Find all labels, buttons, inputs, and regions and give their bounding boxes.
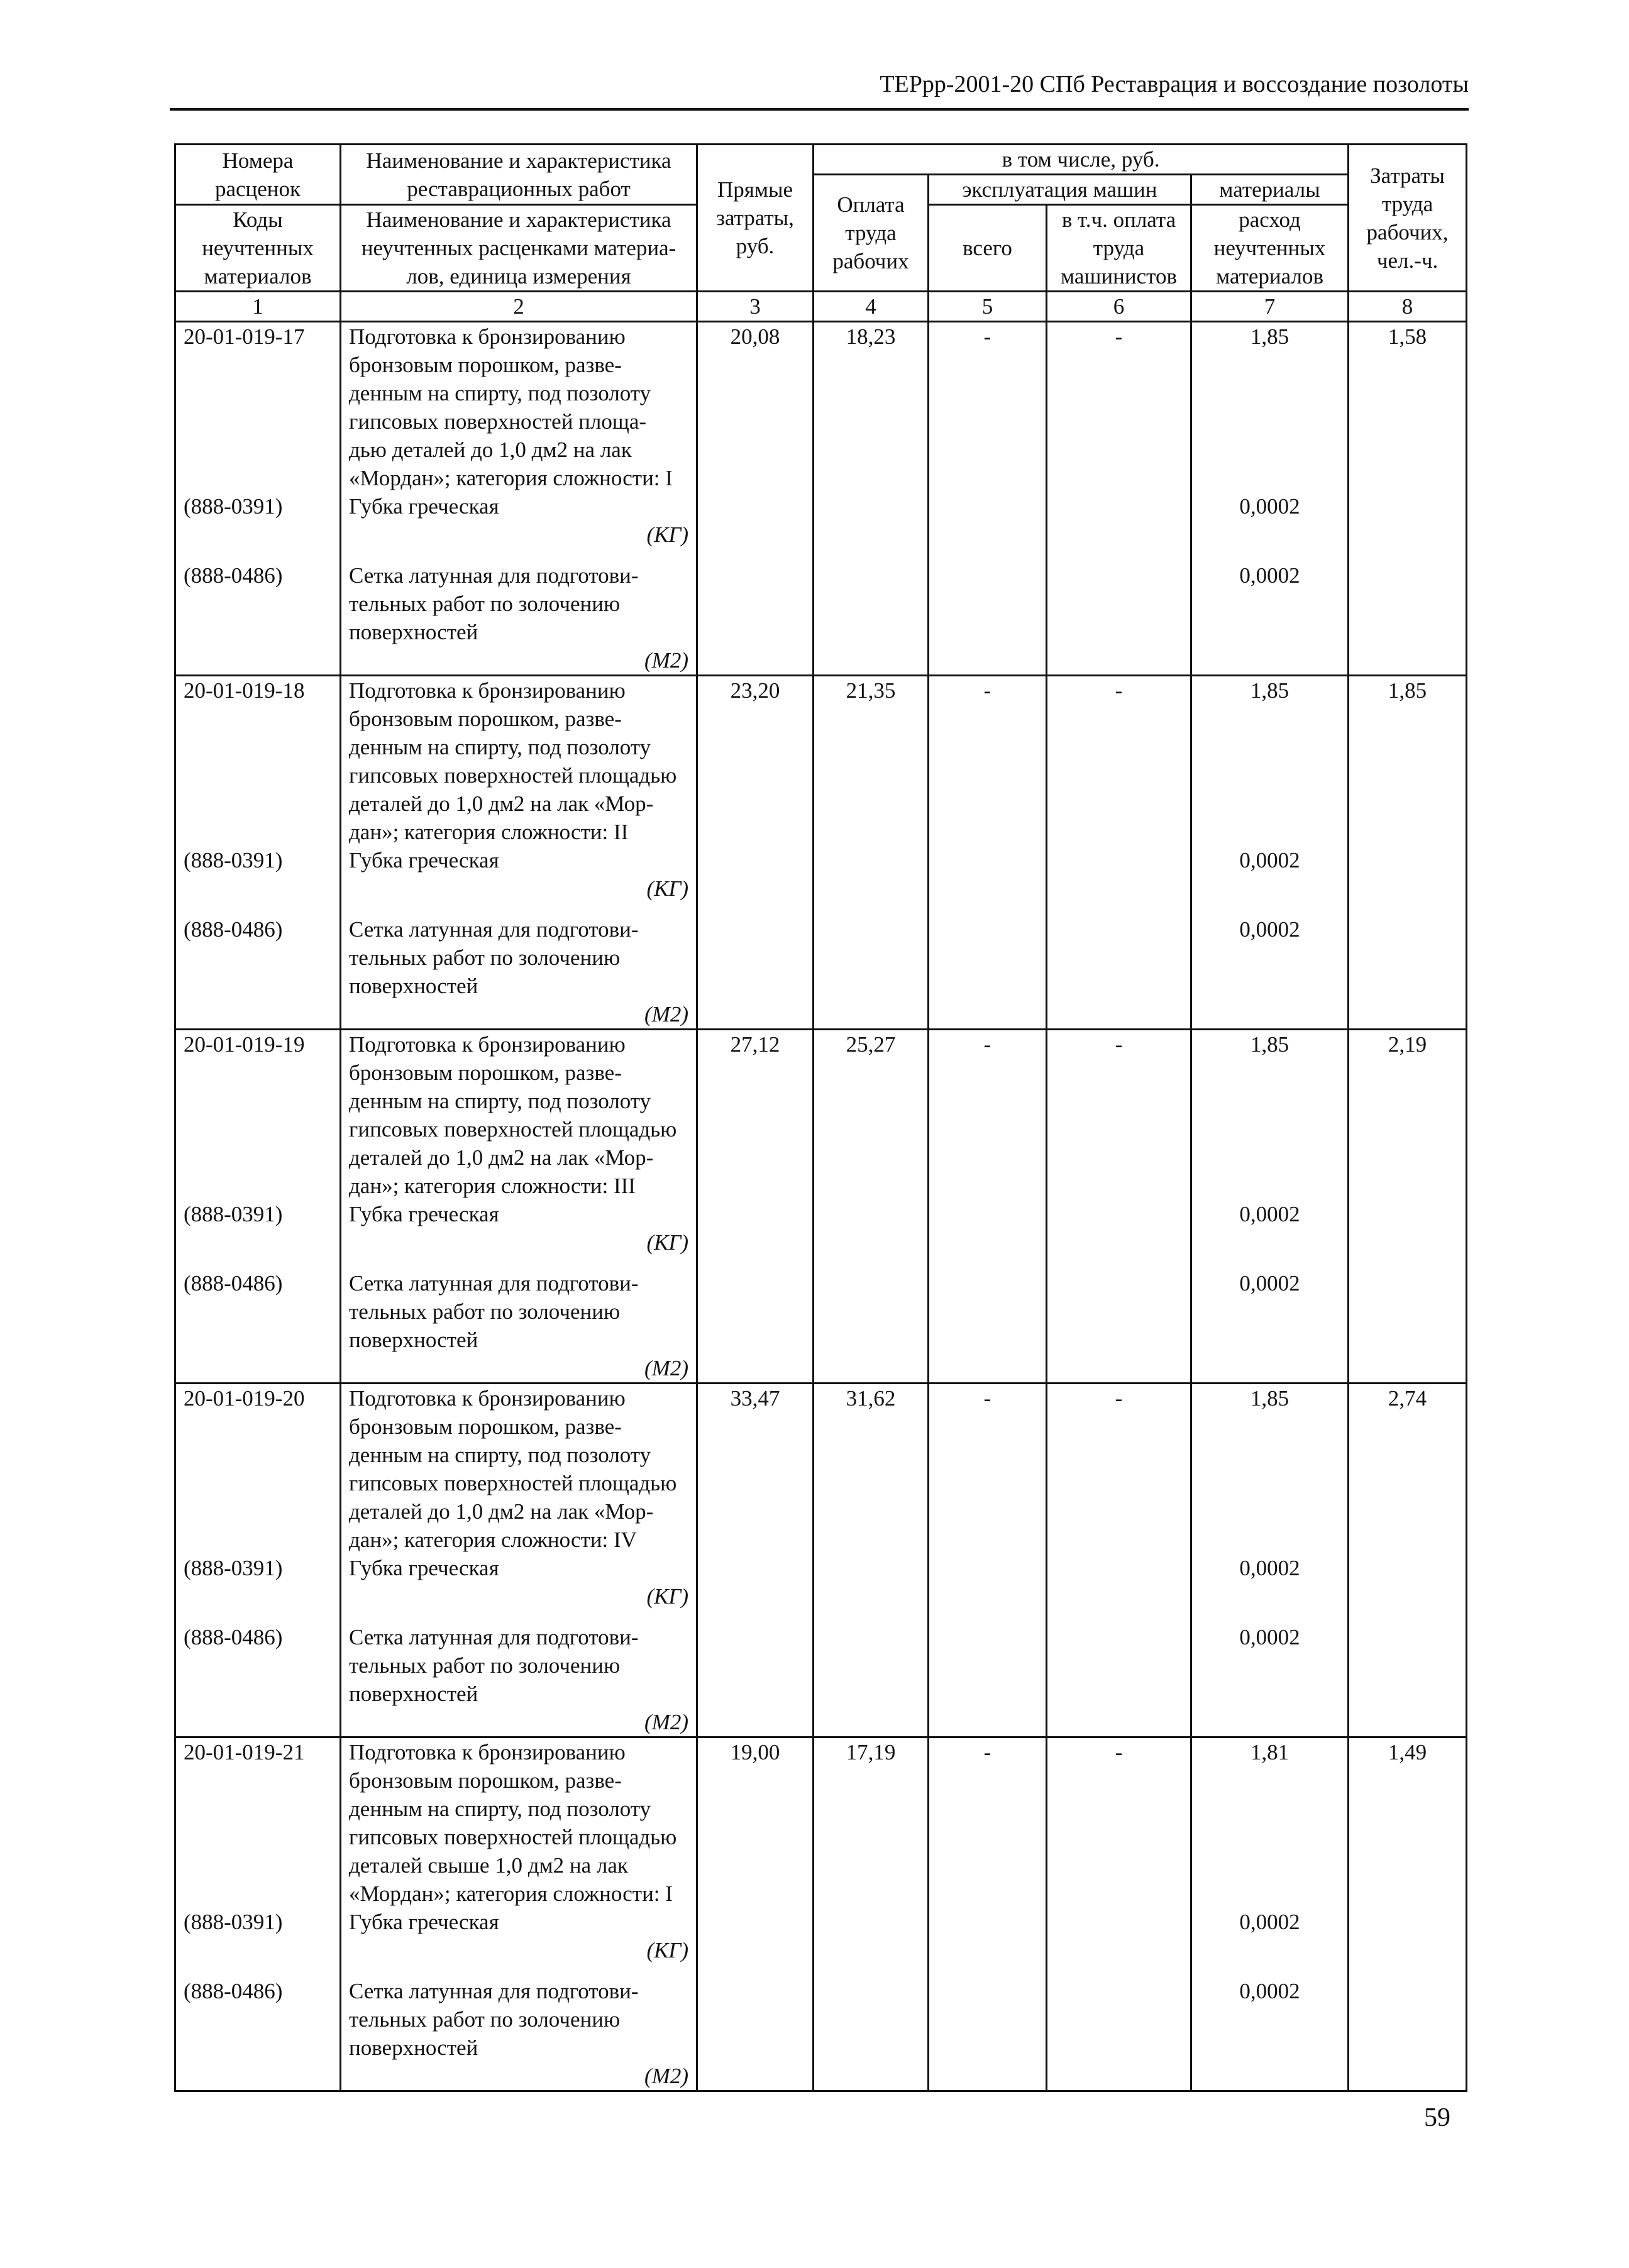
rate-row bbox=[175, 322, 1467, 676]
material-unit: (М2) bbox=[644, 1710, 688, 1734]
header-including: в том числе, руб. bbox=[814, 145, 1349, 175]
material-name: Губка греческая bbox=[349, 1556, 499, 1580]
rate-code-cell: 20-01-019-21 (888-0391) (888-0486) bbox=[175, 1737, 341, 2091]
material-name: Губка греческая bbox=[349, 1202, 499, 1226]
column-number: 2 bbox=[341, 292, 697, 322]
column-number: 7 bbox=[1191, 292, 1349, 322]
column-number: 4 bbox=[814, 292, 929, 322]
rate-description-cell: Подготовка к бронзированию бронзовым порошком, разве- денным на спирту, под позолоту гипсовых поверхностей площадью деталей свыше 1,0 дм2 на лак «Мордан»; категория сложности: I Губка греческая (КГ) Сетка латунная для подготови- тельных работ по золочению поверхностей (М2) bbox=[341, 1737, 697, 2091]
document-title: ТЕРрр-2001-20 СПб Реставрация и воссоздание позолоты bbox=[880, 71, 1469, 97]
machines-total-cell: - bbox=[929, 1030, 1047, 1384]
header-material-codes: Коды неучтенных материалов bbox=[175, 205, 341, 292]
header-materials: материалы bbox=[1191, 175, 1349, 205]
rate-code-cell: 20-01-019-20 (888-0391) (888-0486) bbox=[175, 1384, 341, 1737]
materials-cell: 1,85 0,0002 0,0002 bbox=[1191, 1384, 1349, 1737]
rate-code-cell: 20-01-019-18 (888-0391) (888-0486) bbox=[175, 676, 341, 1030]
worker-pay-cell: 25,27 bbox=[814, 1030, 929, 1384]
column-number: 1 bbox=[175, 292, 341, 322]
material-quantity: 0,0002 bbox=[1239, 1202, 1300, 1226]
material-unit: (КГ) bbox=[646, 522, 688, 547]
machines-total-cell: - bbox=[929, 322, 1047, 676]
material-name: Губка греческая bbox=[349, 494, 499, 519]
materials-cell: 1,85 0,0002 0,0002 bbox=[1191, 322, 1349, 676]
page-header bbox=[170, 70, 1469, 108]
material-code: (888-0486) bbox=[184, 917, 283, 942]
rate-description-cell: Подготовка к бронзированию бронзовым порошком, разве- денным на спирту, под позолоту гипсовых поверхностей площадью деталей до 1,0 дм2 на лак «Мор- дан»; категория сложности: IV Губка греческая (КГ) Сетка латунная для подготови- тельных работ по золочению поверхностей (М2) bbox=[341, 1384, 697, 1737]
rate-code-cell: 20-01-019-19 (888-0391) (888-0486) bbox=[175, 1030, 341, 1384]
rate-description-cell: Подготовка к бронзированию бронзовым порошком, разве- денным на спирту, под позолоту гипсовых поверхностей площадью деталей до 1,0 дм2 на лак «Мор- дан»; категория сложности: III Губка греческая (КГ) Сетка латунная для подготови- тельных работ по золочению поверхностей (М2) bbox=[341, 1030, 697, 1384]
labor-hours-cell: 1,49 bbox=[1349, 1737, 1467, 2091]
table-header bbox=[175, 145, 1467, 322]
materials-cell: 1,85 0,0002 0,0002 bbox=[1191, 676, 1349, 1030]
rate-description-cell: Подготовка к бронзированию бронзовым порошком, разве- денным на спирту, под позолоту гипсовых поверхностей площадью деталей до 1,0 дм2 на лак «Мор- дан»; категория сложности: II Губка греческая (КГ) Сетка латунная для подготови- тельных работ по золочению поверхностей (М2) bbox=[341, 676, 697, 1030]
worker-pay-cell: 21,35 bbox=[814, 676, 929, 1030]
column-number: 3 bbox=[697, 292, 814, 322]
material-code: (888-0391) bbox=[184, 494, 283, 519]
material-name: Губка греческая bbox=[349, 1910, 499, 1934]
material-unit: (М2) bbox=[644, 2064, 688, 2088]
header-direct-costs: Прямые затраты, руб. bbox=[697, 145, 814, 292]
material-unit: (КГ) bbox=[646, 876, 688, 901]
labor-hours-cell: 2,19 bbox=[1349, 1030, 1467, 1384]
machines-total-cell: - bbox=[929, 1384, 1047, 1737]
worker-pay-cell: 18,23 bbox=[814, 322, 929, 676]
labor-hours-cell: 1,85 bbox=[1349, 676, 1467, 1030]
direct-costs-cell: 20,08 bbox=[697, 322, 814, 676]
material-unit: (КГ) bbox=[646, 1230, 688, 1255]
direct-costs-cell: 27,12 bbox=[697, 1030, 814, 1384]
material-code: (888-0486) bbox=[184, 1271, 283, 1296]
worker-pay-cell: 31,62 bbox=[814, 1384, 929, 1737]
header-machines-total: всего bbox=[929, 205, 1047, 292]
direct-costs-cell: 33,47 bbox=[697, 1384, 814, 1737]
material-code: (888-0486) bbox=[184, 1979, 283, 2003]
rate-row bbox=[175, 1737, 1467, 2091]
column-number: 8 bbox=[1349, 292, 1467, 322]
material-unit: (М2) bbox=[644, 1356, 688, 1380]
rate-description-cell: Подготовка к бронзированию бронзовым порошком, разве- денным на спирту, под позолоту гипсовых поверхностей площа- дью деталей до 1,0 дм2 на лак «Мордан»; категория сложности: I Губка греческая (КГ) Сетка латунная для подготови- тельных работ по золочению поверхностей (М2) bbox=[341, 322, 697, 676]
rate-row bbox=[175, 1384, 1467, 1737]
page-number: 59 bbox=[1424, 2103, 1450, 2132]
worker-pay-cell: 17,19 bbox=[814, 1737, 929, 2091]
material-quantity: 0,0002 bbox=[1239, 1271, 1300, 1296]
header-worker-pay: Оплата труда рабочих bbox=[814, 175, 929, 292]
material-quantity: 0,0002 bbox=[1239, 1979, 1300, 2003]
material-unit: (КГ) bbox=[646, 1938, 688, 1962]
rates-table bbox=[174, 143, 1467, 2092]
direct-costs-cell: 23,20 bbox=[697, 676, 814, 1030]
material-code: (888-0486) bbox=[184, 1625, 283, 1649]
machines-total-cell: - bbox=[929, 676, 1047, 1030]
operator-pay-cell: - bbox=[1047, 676, 1191, 1030]
material-quantity: 0,0002 bbox=[1239, 1625, 1300, 1649]
table-body bbox=[175, 322, 1467, 2091]
column-numbers-row bbox=[175, 292, 1467, 322]
direct-costs-cell: 19,00 bbox=[697, 1737, 814, 2091]
column-number: 5 bbox=[929, 292, 1047, 322]
material-quantity: 0,0002 bbox=[1239, 1910, 1300, 1934]
material-unit: (М2) bbox=[644, 648, 688, 673]
material-quantity: 0,0002 bbox=[1239, 917, 1300, 942]
operator-pay-cell: - bbox=[1047, 322, 1191, 676]
header-rate-numbers: Номера расценок bbox=[175, 145, 341, 205]
labor-hours-cell: 1,58 bbox=[1349, 322, 1467, 676]
material-quantity: 0,0002 bbox=[1239, 563, 1300, 588]
machines-total-cell: - bbox=[929, 1737, 1047, 2091]
material-unit: (М2) bbox=[644, 1002, 688, 1027]
materials-cell: 1,81 0,0002 0,0002 bbox=[1191, 1737, 1349, 2091]
header-operator-pay: в т.ч. оплата труда машинистов bbox=[1047, 205, 1191, 292]
rate-code-cell: 20-01-019-17 (888-0391) (888-0486) bbox=[175, 322, 341, 676]
header-labor-hours: Затраты труда рабочих, чел.-ч. bbox=[1349, 145, 1467, 292]
header-divider bbox=[170, 108, 1469, 111]
material-unit: (КГ) bbox=[646, 1584, 688, 1609]
material-quantity: 0,0002 bbox=[1239, 494, 1300, 519]
material-code: (888-0391) bbox=[184, 1202, 283, 1226]
rate-row bbox=[175, 676, 1467, 1030]
material-name: Губка греческая bbox=[349, 848, 499, 873]
header-material-names: Наименование и характеристика неучтенных расценками материа- лов, единица измерения bbox=[341, 205, 697, 292]
operator-pay-cell: - bbox=[1047, 1384, 1191, 1737]
material-code: (888-0486) bbox=[184, 563, 283, 588]
material-code: (888-0391) bbox=[184, 848, 283, 873]
operator-pay-cell: - bbox=[1047, 1737, 1191, 2091]
column-number: 6 bbox=[1047, 292, 1191, 322]
header-material-consumption: расход неучтенных материалов bbox=[1191, 205, 1349, 292]
header-work-name: Наименование и характеристика реставрационных работ bbox=[341, 145, 697, 205]
rate-row bbox=[175, 1030, 1467, 1384]
labor-hours-cell: 2,74 bbox=[1349, 1384, 1467, 1737]
material-quantity: 0,0002 bbox=[1239, 848, 1300, 873]
operator-pay-cell: - bbox=[1047, 1030, 1191, 1384]
header-machine-operation: эксплуатация машин bbox=[929, 175, 1191, 205]
material-code: (888-0391) bbox=[184, 1556, 283, 1580]
material-code: (888-0391) bbox=[184, 1910, 283, 1934]
materials-cell: 1,85 0,0002 0,0002 bbox=[1191, 1030, 1349, 1384]
material-quantity: 0,0002 bbox=[1239, 1556, 1300, 1580]
